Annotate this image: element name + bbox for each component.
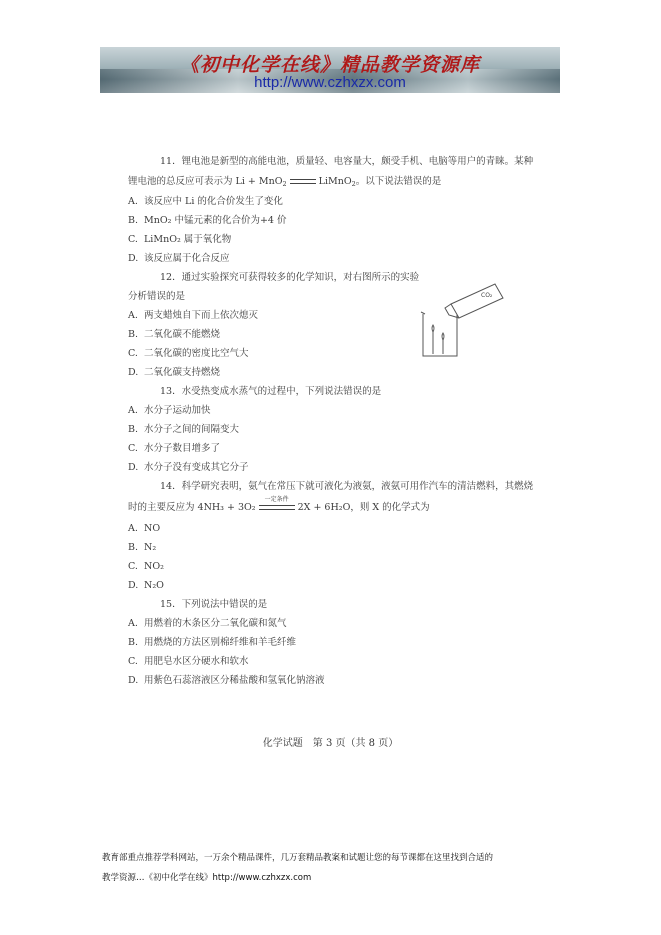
q15-option-d: D. 用紫色石蕊溶液区分稀盐酸和氢氧化钠溶液 [128,675,325,686]
q14-option-d: D. N₂O [128,580,164,591]
q14-option-c: C. NO₂ [128,561,164,572]
q13-option-c: C. 水分子数目增多了 [128,443,221,454]
q15-option-a: A. 用燃着的木条区分二氧化碳和氮气 [128,618,287,629]
q11-stem-line2: 锂电池的总反应可表示为 Li + MnO$_2$ LiMnO$_2$。以下说法错误的是 [128,176,442,188]
q14-option-a: A. NO [128,523,161,534]
q13-option-a: A. 水分子运动加快 [128,405,211,416]
q11-option-d: D. 该反应属于化合反应 [128,253,230,264]
q13-option-d: D. 水分子没有变成其它分子 [128,462,249,473]
q15-option-c: C. 用肥皂水区分硬水和软水 [128,656,249,667]
equation-arrow [290,179,316,184]
q14-stem-line2: 时的主要反应为 4NH₃ + 3O₂ 一定条件 2X + 6H₂O，则 X 的化学式为 [128,496,430,513]
q13-stem: 13．水受热变成水蒸气的过程中，下列说法错误的是 [160,386,382,397]
q11-option-a: A. 该反应中 Li 的化合价发生了变化 [128,196,283,207]
q13-option-b: B. 水分子之间的间隔变大 [128,424,240,435]
co2-gas-bottle [445,284,503,318]
reaction-condition: 一定条件 [264,496,289,503]
candles [432,325,444,354]
banner-title: 《初中化学在线》精品教学资源库 [179,54,480,76]
page-footer: 化学试题 第 3 页（共 8 页） [262,738,399,749]
q12-option-b: B. 二氧化碳不能燃烧 [128,329,221,340]
q14-option-b: B. N₂ [128,542,157,553]
q12-option-d: D. 二氧化碳支持燃烧 [128,367,221,378]
banner-url[interactable]: http://www.czhxzx.com [254,74,406,91]
header-banner [100,47,560,93]
co2-label: CO₂ [481,292,493,299]
q11-option-b: B. MnO₂ 中锰元素的化合价为+4 价 [128,215,287,226]
co2-candle-experiment-figure [415,278,507,360]
q12-stem-line1: 12．通过实验探究可获得较多的化学知识，对右图所示的实验 [160,272,420,283]
equation-arrow [259,496,295,510]
q11-stem-line1: 11．锂电池是新型的高能电池，质量轻、电容量大，颇受手机、电脑等用户的青睐。某种 [160,156,534,167]
q12-stem-line2: 分析错误的是 [128,291,186,302]
q15-option-b: B. 用燃烧的方法区别棉纤维和羊毛纤维 [128,637,297,648]
q11-option-c: C. LiMnO₂ 属于氧化物 [128,234,232,245]
promo-note-line2[interactable]: 教学资源…《初中化学在线》http://www.czhxzx.com [102,873,312,883]
q15-stem: 15．下列说法中错误的是 [160,599,268,610]
q14-stem-line1: 14．科学研究表明，氨气在常压下就可液化为液氨，液氨可用作汽车的清洁燃料，其燃烧 [160,481,534,492]
promo-note-line1: 教育部重点推荐学科网站，一万余个精品课件，几万套精品教案和试题让您的每节课都在这里找到合适的 [102,853,494,863]
beaker [421,312,457,356]
q12-option-a: A. 两支蜡烛自下而上依次熄灭 [128,310,259,321]
q12-option-c: C. 二氧化碳的密度比空气大 [128,348,249,359]
